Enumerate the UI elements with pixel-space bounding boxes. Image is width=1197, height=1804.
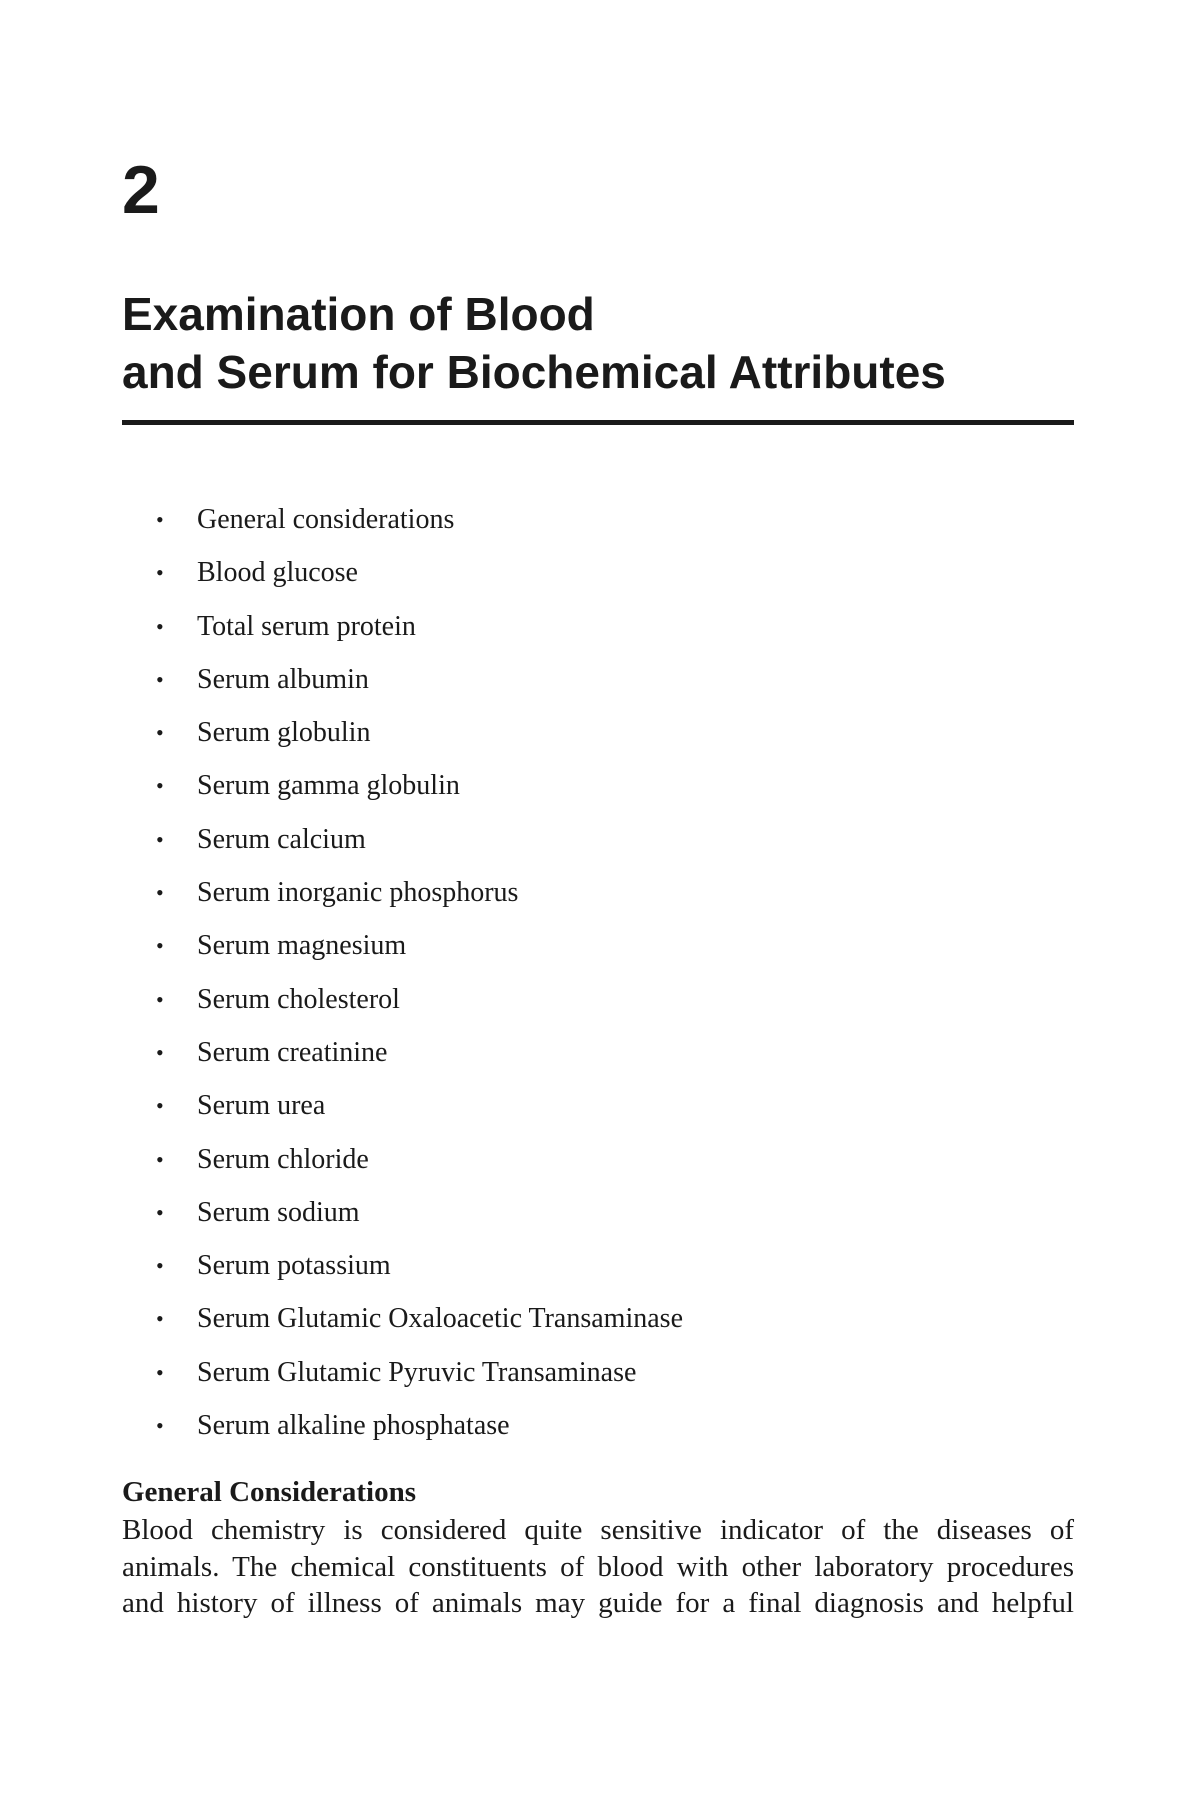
- topic-item: [122, 1346, 1022, 1399]
- paragraph-line: animals. The chemical constituents of blood with other laboratory procedures: [122, 1550, 1074, 1583]
- bullet-icon: •: [156, 1199, 164, 1225]
- bullet-icon: •: [156, 1413, 164, 1439]
- topic-item: [122, 866, 1022, 919]
- topic-item: [122, 546, 1022, 599]
- chapter-title: [122, 285, 1082, 401]
- topic-label: Serum cholesterol: [197, 983, 400, 1015]
- topic-label: Serum Glutamic Pyruvic Transaminase: [197, 1356, 637, 1388]
- topic-item: [122, 919, 1022, 972]
- topic-label: Serum chloride: [197, 1143, 369, 1175]
- chapter-topics-list: [122, 493, 1022, 1452]
- section-heading: General Considerations: [122, 1476, 417, 1508]
- topic-label: Serum Glutamic Oxaloacetic Transaminase: [197, 1303, 683, 1335]
- bullet-icon: •: [156, 613, 164, 639]
- title-divider: [122, 420, 1074, 425]
- topic-label: Serum alkaline phosphatase: [197, 1410, 510, 1442]
- topic-label: Serum globulin: [197, 717, 371, 749]
- bullet-icon: •: [156, 1306, 164, 1332]
- bullet-icon: •: [156, 826, 164, 852]
- topic-label: Serum albumin: [197, 663, 369, 695]
- topic-label: Serum creatinine: [197, 1036, 388, 1068]
- topic-label: Serum gamma globulin: [197, 770, 460, 802]
- topic-item: [122, 1292, 1022, 1345]
- bullet-icon: •: [156, 1039, 164, 1065]
- bullet-icon: •: [156, 1093, 164, 1119]
- bullet-icon: •: [156, 1359, 164, 1385]
- bullet-icon: •: [156, 773, 164, 799]
- topic-item: [122, 600, 1022, 653]
- topic-label: Blood glucose: [197, 557, 358, 589]
- topic-item: [122, 653, 1022, 706]
- topic-item: [122, 759, 1022, 812]
- topic-item: [122, 706, 1022, 759]
- topic-label: Serum magnesium: [197, 930, 407, 962]
- paragraph-line: Blood chemistry is considered quite sensitive indicator of the diseases of: [122, 1514, 1074, 1546]
- topic-item: [122, 813, 1022, 866]
- topic-item: [122, 493, 1022, 546]
- topic-label: Serum inorganic phosphorus: [197, 877, 519, 909]
- chapter-number: 2: [122, 152, 160, 228]
- bullet-icon: •: [156, 1253, 164, 1279]
- topic-label: Serum sodium: [197, 1196, 360, 1228]
- section-body-paragraph: [122, 1512, 1074, 1622]
- topic-item: [122, 1079, 1022, 1132]
- topic-item: [122, 973, 1022, 1026]
- topic-item: [122, 1186, 1022, 1239]
- bullet-icon: •: [156, 986, 164, 1012]
- bullet-icon: •: [156, 1146, 164, 1172]
- bullet-icon: •: [156, 560, 164, 586]
- topic-label: Total serum protein: [197, 610, 416, 642]
- bullet-icon: •: [156, 933, 164, 959]
- topic-label: General considerations: [197, 504, 455, 535]
- topic-item: [122, 1026, 1022, 1079]
- bullet-icon: •: [156, 880, 164, 906]
- topic-item: [122, 1133, 1022, 1186]
- topic-label: Serum potassium: [197, 1250, 391, 1282]
- chapter-title-line-2: and Serum for Biochemical Attributes: [122, 346, 946, 398]
- topic-label: Serum urea: [197, 1090, 326, 1122]
- topic-item: [122, 1399, 1022, 1452]
- topic-item: [122, 1239, 1022, 1292]
- chapter-title-line-1: Examination of Blood: [122, 288, 595, 340]
- paragraph-line: and history of illness of animals may guide for a final diagnosis and helpful: [122, 1587, 1074, 1619]
- bullet-icon: •: [156, 720, 164, 746]
- bullet-icon: •: [156, 666, 164, 692]
- bullet-icon: •: [156, 507, 164, 532]
- topic-label: Serum calcium: [197, 823, 366, 855]
